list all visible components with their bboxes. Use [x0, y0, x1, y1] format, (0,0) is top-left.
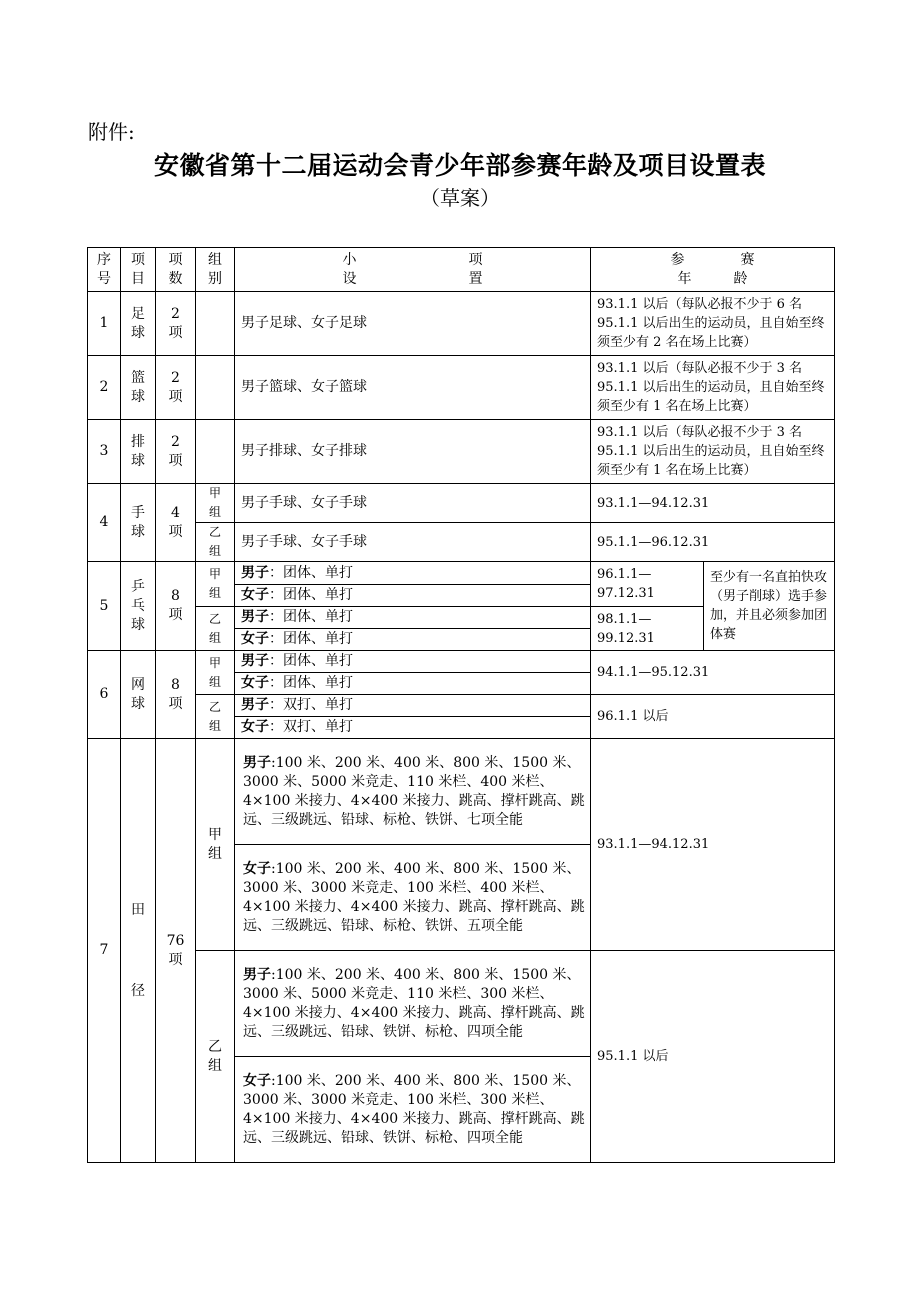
- row-group: 甲 组: [196, 562, 235, 607]
- row-count: 8 项: [156, 562, 196, 651]
- header-count: 项 数: [156, 248, 196, 292]
- row-age: 93.1.1 以后（每队必报不少于 6 名 95.1.1 以后出生的运动员，且自始至终须至少有 2 名在场上比赛）: [591, 292, 835, 356]
- row-seq: 6: [88, 651, 121, 739]
- row-group: [196, 420, 235, 484]
- row-events: 男子手球、女子手球: [235, 523, 591, 562]
- row-events: 女子：团体、单打: [235, 673, 591, 695]
- row-events: 男子：团体、单打: [235, 562, 591, 585]
- row-events: 女子:100 米、200 米、400 米、800 米、1500 米、3000 米、3000 米竞走、100 米栏、300 米栏、4×100 米接力、4×400 米接力、跳高、撑杆跳高、跳远、三级跳远、铅球、铁饼、标枪、四项全能: [235, 1057, 591, 1163]
- row-item: 篮 球: [121, 356, 156, 420]
- row-group: 乙 组: [196, 951, 235, 1163]
- row-events: 男子：双打、单打: [235, 695, 591, 717]
- row-count: 4 项: [156, 484, 196, 562]
- table-row: [88, 292, 835, 356]
- row-age: 98.1.1— 99.12.31: [591, 607, 704, 651]
- row-count: 76 项: [156, 739, 196, 1163]
- row-age: 96.1.1 以后: [591, 695, 835, 739]
- table-row: [88, 739, 835, 845]
- header-events: 小 项 设 置: [235, 248, 591, 292]
- row-group: 甲 组: [196, 484, 235, 523]
- row-seq: 5: [88, 562, 121, 651]
- table-header-row: [88, 248, 835, 292]
- row-count: 2 项: [156, 292, 196, 356]
- row-group: 甲 组: [196, 651, 235, 695]
- row-age: 96.1.1— 97.12.31: [591, 562, 704, 607]
- row-events: 男子:100 米、200 米、400 米、800 米、1500 米、3000 米、5000 米竞走、110 米栏、400 米栏、4×100 米接力、4×400 米接力、跳高、撑杆跳高、跳远、三级跳远、铅球、标枪、铁饼、七项全能: [235, 739, 591, 845]
- row-item: 乒 乓 球: [121, 562, 156, 651]
- row-events: 女子：团体、单打: [235, 585, 591, 607]
- row-group: [196, 356, 235, 420]
- table-row: [88, 695, 835, 717]
- row-events: 男子：团体、单打: [235, 651, 591, 673]
- row-item: 排 球: [121, 420, 156, 484]
- row-note: 至少有一名直拍快攻（男子削球）选手参加，并且必须参加团体赛: [704, 562, 835, 651]
- row-age: 95.1.1—96.12.31: [591, 523, 835, 562]
- row-events: 男子手球、女子手球: [235, 484, 591, 523]
- table-row: [88, 484, 835, 523]
- header-seq: 序 号: [88, 248, 121, 292]
- row-item: 足 球: [121, 292, 156, 356]
- row-events: 男子排球、女子排球: [235, 420, 591, 484]
- row-seq: 7: [88, 739, 121, 1163]
- header-age: 参 赛 年 龄: [591, 248, 835, 292]
- row-group: 乙 组: [196, 607, 235, 651]
- row-count: 8 项: [156, 651, 196, 739]
- table-row: [88, 951, 835, 1057]
- page-subtitle: （草案）: [420, 186, 500, 210]
- row-age: 93.1.1—94.12.31: [591, 739, 835, 951]
- header-group: 组 别: [196, 248, 235, 292]
- table-row: [88, 356, 835, 420]
- header-item: 项 目: [121, 248, 156, 292]
- row-events: 男子:100 米、200 米、400 米、800 米、1500 米、3000 米、5000 米竞走、110 米栏、300 米栏、4×100 米接力、4×400 米接力、跳高、撑杆跳高、跳远、三级跳远、铅球、铁饼、标枪、四项全能: [235, 951, 591, 1057]
- row-events: 女子：团体、单打: [235, 629, 591, 651]
- settings-table: [87, 247, 835, 1163]
- table-row: [88, 562, 835, 585]
- row-count: 2 项: [156, 420, 196, 484]
- row-item: 网 球: [121, 651, 156, 739]
- row-group: 乙 组: [196, 695, 235, 739]
- row-item: 田 径: [121, 739, 156, 1163]
- row-age: 94.1.1—95.12.31: [591, 651, 835, 695]
- table-row: [88, 420, 835, 484]
- row-seq: 2: [88, 356, 121, 420]
- table-row: [88, 651, 835, 673]
- attachment-label: 附件:: [88, 120, 135, 144]
- table-row: [88, 523, 835, 562]
- row-events: 女子:100 米、200 米、400 米、800 米、1500 米、3000 米、3000 米竞走、100 米栏、400 米栏、4×100 米接力、4×400 米接力、跳高、撑杆跳高、跳远、三级跳远、铅球、标枪、铁饼、五项全能: [235, 845, 591, 951]
- row-item: 手 球: [121, 484, 156, 562]
- row-seq: 1: [88, 292, 121, 356]
- page-title: 安徽省第十二届运动会青少年部参赛年龄及项目设置表: [153, 151, 766, 180]
- row-seq: 3: [88, 420, 121, 484]
- row-events: 男子：团体、单打: [235, 607, 591, 629]
- row-age: 93.1.1—94.12.31: [591, 484, 835, 523]
- row-age: 95.1.1 以后: [591, 951, 835, 1163]
- row-group: [196, 292, 235, 356]
- row-age: 93.1.1 以后（每队必报不少于 3 名 95.1.1 以后出生的运动员，且自始至终须至少有 1 名在场上比赛）: [591, 420, 835, 484]
- row-seq: 4: [88, 484, 121, 562]
- row-age: 93.1.1 以后（每队必报不少于 3 名 95.1.1 以后出生的运动员，且自始至终须至少有 1 名在场上比赛）: [591, 356, 835, 420]
- row-events: 男子足球、女子足球: [235, 292, 591, 356]
- row-events: 女子：双打、单打: [235, 717, 591, 739]
- row-count: 2 项: [156, 356, 196, 420]
- row-events: 男子篮球、女子篮球: [235, 356, 591, 420]
- row-group: 甲 组: [196, 739, 235, 951]
- row-group: 乙 组: [196, 523, 235, 562]
